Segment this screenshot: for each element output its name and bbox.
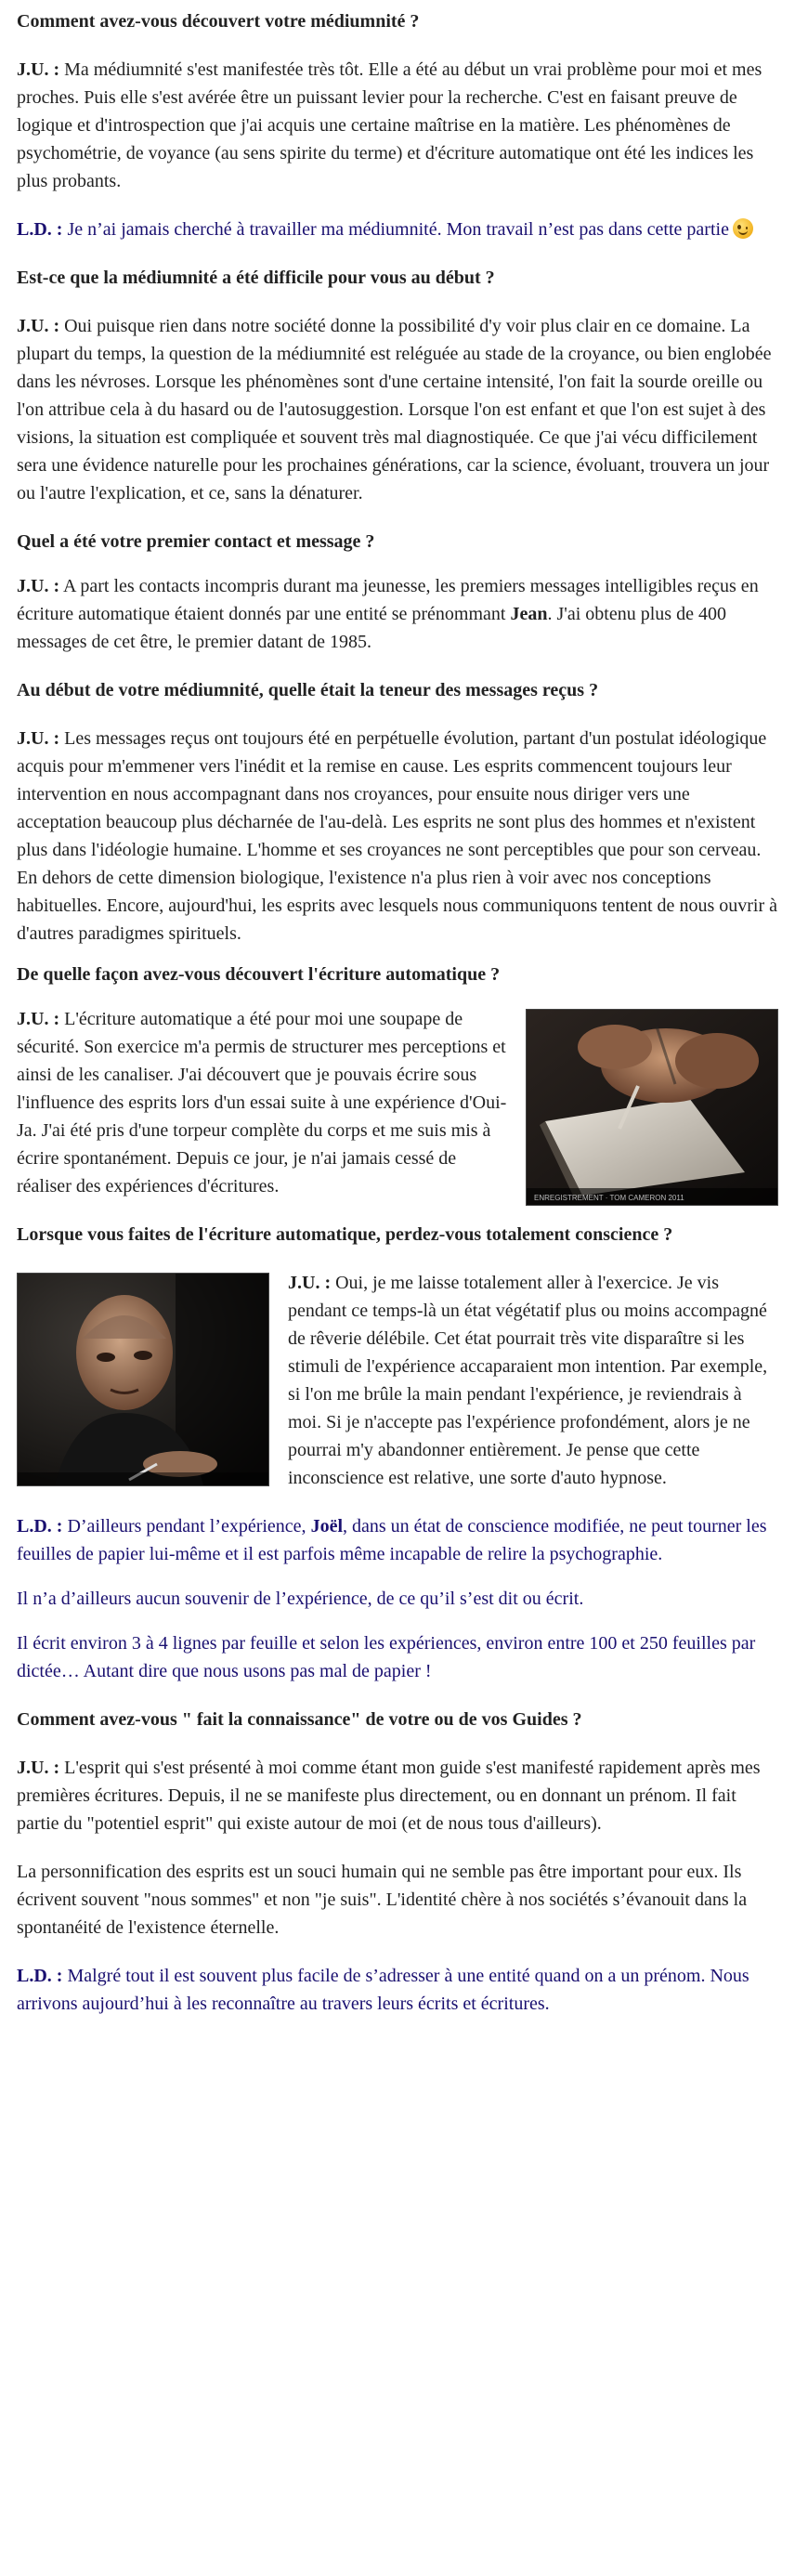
ld-comment xyxy=(17,1512,778,1568)
ld-text: , dans un état de conscience modifiée, ne peut tourner les feuilles de papier lui-même et il est parfois même incapable de relire la psychographie. xyxy=(17,1516,767,1564)
answer-with-photo xyxy=(17,1005,778,1221)
ld-comment: Il écrit environ 3 à 4 lignes par feuille et selon les expériences, environ entre 100 et 250 feuilles par dictée… Autant dire que nous usons pas mal de papier ! xyxy=(17,1633,756,1681)
answer-text: L'écriture automatique a été pour moi une soupape de sécurité. Son exercice m'a permis de structurer mes perceptions et ainsi de les canaliser. J'ai découvert que je pouvais écrire sous l'influence des esprits lors d'un essai suite à une expérience d'Oui-Ja. J'ai été pris d'une torpeur complète du corps et me suis mis à écrire spontanément. Depuis ce jour, je n'ai jamais cessé de réaliser des expériences d'écritures. xyxy=(17,1009,507,1196)
speaker-label: L.D. : xyxy=(17,1966,63,1986)
answer-paragraph xyxy=(17,1754,778,1837)
answer-text: Oui puisque rien dans notre société donne la possibilité d'y voir plus clair en ce domaine. La plupart du temps, la question de la médiumnité est reléguée au stade de la croyance, ou bien englobée dans les névroses. Lorsque les phénomènes sont d'une certaine intensité, l'on fait la sourde oreille ou l'on attribue cela à du hasard ou de l'autosuggestion. Lorsque l'on est enfant et que l'on est sujet à des visions, la situation est compliquée et souvent très mal diagnostiquée. Ce que j'ai vécu difficilement sera une évidence naturelle pour les prochaines générations, car la science, évoluant, trouvera un jour ou l'autre l'explication, et ce, sans la dénaturer. xyxy=(17,316,772,503)
answer-text: Les messages reçus ont toujours été en perpétuelle évolution, partant d'un postulat idéologique acquis pour m'emmener vers l'inédit et la remise en cause. Les esprits commencent toujours leur intervention en nous accompagnant dans nos croyances, pour ensuite nous diriger vers une acceptation beaucoup plus décharnée de l'au-delà. Les esprits ne sont plus des hommes et n'existent plus dans l'idéologie humaine. L'homme et ses croyances ne sont perceptibles que pour son cerveau. En dehors de cette dimension biologique, l'existence n'a plus rien à voir avec nos conceptions habituelles. Encore, aujourd'hui, les esprits avec lesquels nous communiquons tentent de nous ouvrir à d'autres paradigmes spirituels. xyxy=(17,728,777,944)
medium-portrait-image xyxy=(18,1274,268,1485)
question-heading: Lorsque vous faites de l'écriture automatique, perdez-vous totalement conscience ? xyxy=(17,1224,673,1245)
speaker-label: J.U. : xyxy=(288,1273,332,1293)
question-heading: Comment avez-vous découvert votre médiumnité ? xyxy=(17,11,420,32)
answer-paragraph xyxy=(17,572,778,656)
answer-paragraph: La personnification des esprits est un souci humain qui ne semble pas être important pour eux. Ils écrivent souvent "nous sommes" et non "je suis". L'identité chère à nos sociétés s’évanouit dans la spontanéité de l'existence éternelle. xyxy=(17,1862,748,1938)
speaker-label: J.U. : xyxy=(17,576,60,596)
ld-text: D’ailleurs pendant l’expérience, xyxy=(62,1516,311,1536)
answer-text: Ma médiumnité s'est manifestée très tôt. Elle a été au début un vrai problème pour moi et mes proches. Puis elle s'est avérée être un puissant levier pour la recherche. C'est en faisant preuve de logique et d'introspection que j'ai acquis une certaine maîtrise en la matière. Les phénomènes de psychométrie, de voyance (au sens spirite du terme) et d'écriture automatique ont été les indices les plus probants. xyxy=(17,59,762,191)
photo-caption: ENREGISTREMENT · TOM CAMERON 2011 xyxy=(534,1194,684,1202)
answer-text: Oui, je me laisse totalement aller à l'exercice. Je vis pendant ce temps-là un état végétatif plus ou moins accompagné de rêverie délébile. Cet état pourrait très vite disparaître si les stimuli de l'expérience accaparaient mon intention. Par exemple, si l'on me brûle la main pendant l'expérience, je reviendrais à moi. Si je n'accepte pas l'expérience profondément, alors je ne pourrai m'y abandonner entièrement. Je pense que cette inconscience est relative, une sorte d'auto hypnose. xyxy=(288,1273,768,1488)
answer-paragraph xyxy=(17,312,778,507)
speaker-label: J.U. : xyxy=(17,1009,60,1029)
question-heading: Comment avez-vous " fait la connaissance" de votre ou de vos Guides ? xyxy=(17,1709,582,1730)
writing-hand-image xyxy=(527,1010,777,1205)
speaker-label: J.U. : xyxy=(17,1758,60,1778)
winking-face-emoji-icon xyxy=(733,218,753,239)
ld-comment xyxy=(17,216,778,243)
ld-text: Je n’ai jamais cherché à travailler ma médiumnité. Mon travail n’est pas dans cette partie xyxy=(62,219,729,240)
entity-name: Jean xyxy=(510,604,548,624)
answer-text: . J'ai obtenu plus de 400 messages de cet être, le premier datant de 1985. xyxy=(17,604,726,652)
ld-comment: Il n’a d’ailleurs aucun souvenir de l’expérience, de ce qu’il s’est dit ou écrit. xyxy=(17,1589,584,1609)
question-heading: Au début de votre médiumnité, quelle était la teneur des messages reçus ? xyxy=(17,680,599,700)
ld-text: Malgré tout il est souvent plus facile de s’adresser à une entité quand on a un prénom. Nous arrivons aujourd’hui à les reconnaître au travers leurs écrits et écritures. xyxy=(17,1966,749,2014)
writing-hand-photo xyxy=(526,1009,778,1206)
speaker-label: J.U. : xyxy=(17,316,60,336)
question-heading: Est-ce que la médiumnité a été difficile pour vous au début ? xyxy=(17,268,495,288)
answer-text: L'esprit qui s'est présenté à moi comme étant mon guide s'est manifesté rapidement après mes premières écritures. Depuis, il ne se manifeste plus directement, ou en donnant un prénom. Il fait partie du "potentiel esprit" qui existe autour de moi (et de nous tous d'ailleurs). xyxy=(17,1758,761,1834)
speaker-label: L.D. : xyxy=(17,1516,63,1536)
speaker-label: J.U. : xyxy=(17,728,60,749)
ld-comment xyxy=(17,1962,778,2018)
answer-paragraph xyxy=(17,56,778,195)
answer-with-photo xyxy=(17,1269,778,1512)
medium-name: Joël xyxy=(310,1516,343,1536)
speaker-label: J.U. : xyxy=(17,59,60,80)
medium-portrait-photo xyxy=(17,1273,269,1486)
question-heading: De quelle façon avez-vous découvert l'écriture automatique ? xyxy=(17,964,501,985)
answer-text: A part les contacts incompris durant ma jeunesse, les premiers messages intelligibles reçus en écriture automatique étaient donnés par une entité se prénommant xyxy=(17,576,759,624)
answer-paragraph xyxy=(17,725,778,948)
speaker-label: L.D. : xyxy=(17,219,63,240)
question-heading: Quel a été votre premier contact et message ? xyxy=(17,531,375,552)
